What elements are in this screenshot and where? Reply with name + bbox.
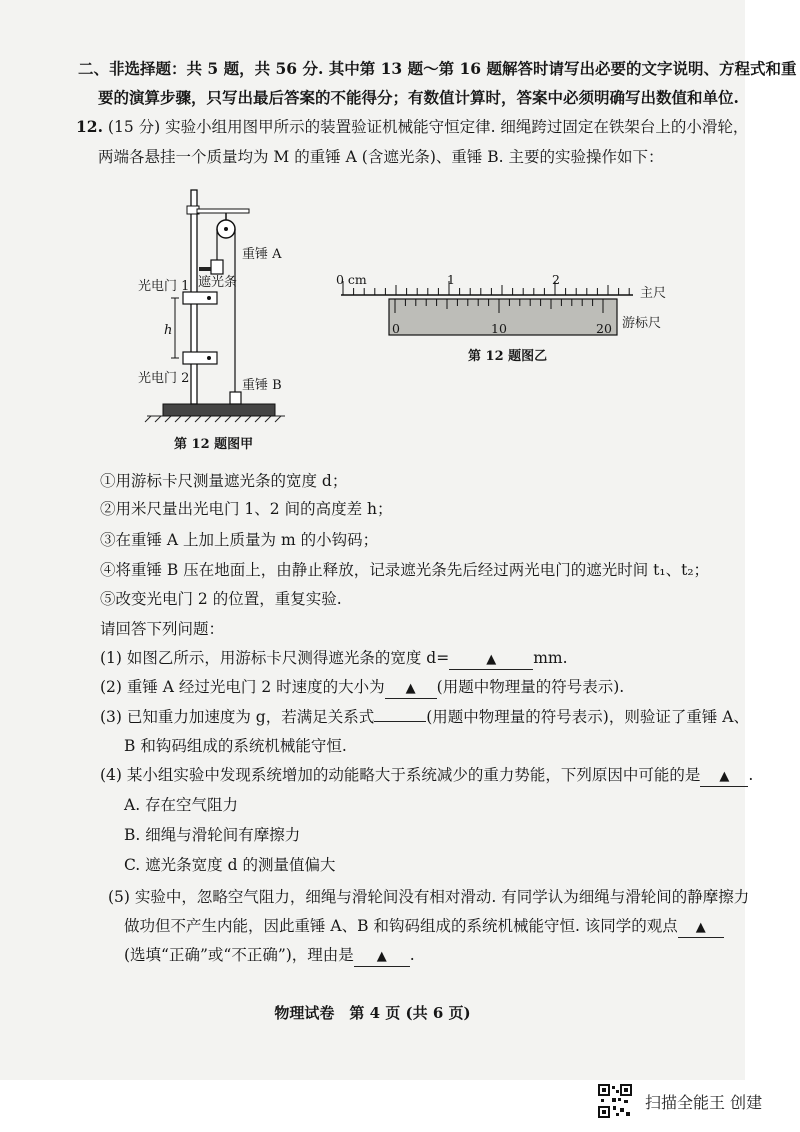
label-h: h	[164, 323, 173, 338]
q4-option-c: C. 遮光条宽度 d 的测量值偏大	[124, 856, 336, 874]
q4-option-b: B. 细绳与滑轮间有摩擦力	[124, 826, 301, 844]
answer-prompt: 请回答下列问题：	[100, 620, 225, 638]
question-1: (1) 如图乙所示，用游标卡尺测得遮光条的宽度 d= ▲ mm.	[100, 647, 568, 670]
answer-blank-3[interactable]	[374, 721, 426, 722]
figure-b-caption: 第 12 题图乙	[468, 349, 548, 364]
question-5-line-3: (选填“正确”或“不正确”)，理由是 ▲ .	[124, 944, 415, 967]
light-blocking-strip	[199, 267, 211, 271]
answer-blank-2[interactable]: ▲	[385, 678, 437, 699]
q12-text: (15 分) 实验小组用图甲所示的装置验证机械能守恒定律. 细绳跨过固定在铁架台上的小滑轮，	[107, 118, 749, 136]
label-weight-a: 重锤 A	[242, 247, 282, 262]
question-3: (3) 已知重力加速度为 g，若满足关系式 (用题中物理量的符号表示)，则验证了重锤 A、	[100, 708, 749, 726]
q12-intro-line-1	[76, 116, 748, 138]
label-gate-1: 光电门 1	[138, 279, 190, 294]
ground-hatch	[145, 416, 285, 422]
section-header-line-2: 要的演算步骤，只写出最后答案的不能得分；有数值计算时，答案中必须明确写出数值和单位.	[98, 88, 739, 107]
answer-blank-5b[interactable]: ▲	[354, 946, 410, 967]
step-2: ②用米尺量出光电门 1、2 间的高度差 h；	[100, 500, 393, 518]
q4-option-a: A. 存在空气阻力	[124, 796, 239, 814]
main-tick-label-0: 0 cm	[336, 272, 367, 287]
label-strip: 遮光条	[198, 275, 238, 290]
q12-number: 12.	[76, 117, 103, 136]
step-1: ①用游标卡尺测量遮光条的宽度 d；	[100, 472, 348, 490]
vernier-tick-label-20: 20	[596, 321, 612, 336]
main-tick-label-2: 2	[552, 272, 560, 287]
question-2: (2) 重锤 A 经过光电门 2 时速度的大小为 ▲ (用题中物理量的符号表示).	[100, 676, 624, 699]
q12-intro-line-2: 两端各悬挂一个质量均为 M 的重锤 A (含遮光条)、重锤 B. 主要的实验操作如下：	[98, 148, 664, 166]
question-5-line-1: (5) 实验中，忽略空气阻力，细绳与滑轮间没有相对滑动. 有同学认为细绳与滑轮间的静摩擦力	[108, 888, 750, 906]
stand-base	[163, 404, 275, 416]
vernier-tick-label-0: 0	[392, 321, 400, 336]
step-4: ④将重锤 B 压在地面上，由静止释放，记录遮光条先后经过两光电门的遮光时间 t₁、t₂；	[100, 561, 710, 579]
step-5: ⑤改变光电门 2 的位置，重复实验.	[100, 590, 342, 608]
question-3-line-2: B 和钩码组成的系统机械能守恒.	[124, 737, 347, 755]
answer-blank-4[interactable]: ▲	[700, 766, 748, 787]
figure-a-caption: 第 12 题图甲	[174, 437, 254, 452]
question-5-line-2: 做功但不产生内能，因此重锤 A、B 和钩码组成的系统机械能守恒. 该同学的观点 ▲	[124, 915, 724, 938]
label-gate-2: 光电门 2	[138, 371, 190, 386]
stand-arm	[197, 209, 249, 213]
qr-code-icon	[598, 1084, 632, 1118]
figure-a-apparatus	[135, 178, 295, 456]
main-tick-label-1: 1	[447, 272, 455, 287]
question-4: (4) 某小组实验中发现系统增加的动能略大于系统减少的重力势能，下列原因中可能的是 ▲ .	[100, 764, 753, 787]
answer-blank-5a[interactable]: ▲	[678, 917, 724, 938]
vernier-tick-label-10: 10	[491, 321, 507, 336]
weight-b	[230, 392, 241, 404]
page-footer: 物理试卷 第 4 页 (共 6 页)	[274, 1004, 471, 1022]
label-weight-b: 重锤 B	[242, 378, 282, 393]
vernier-label: 游标尺	[622, 316, 662, 331]
step-3: ③在重锤 A 上加上质量为 m 的小钩码；	[100, 531, 379, 549]
photogate-2	[183, 352, 217, 364]
answer-blank-1[interactable]: ▲	[449, 649, 533, 670]
scanner-watermark-text: 扫描全能王 创建	[645, 1093, 763, 1112]
main-scale-label: 主尺	[640, 286, 667, 301]
section-header-line-1: 二、非选择题：共 5 题，共 56 分. 其中第 13 题～第 16 题解答时请写出必要的文字说明、方程式和重	[78, 59, 797, 78]
